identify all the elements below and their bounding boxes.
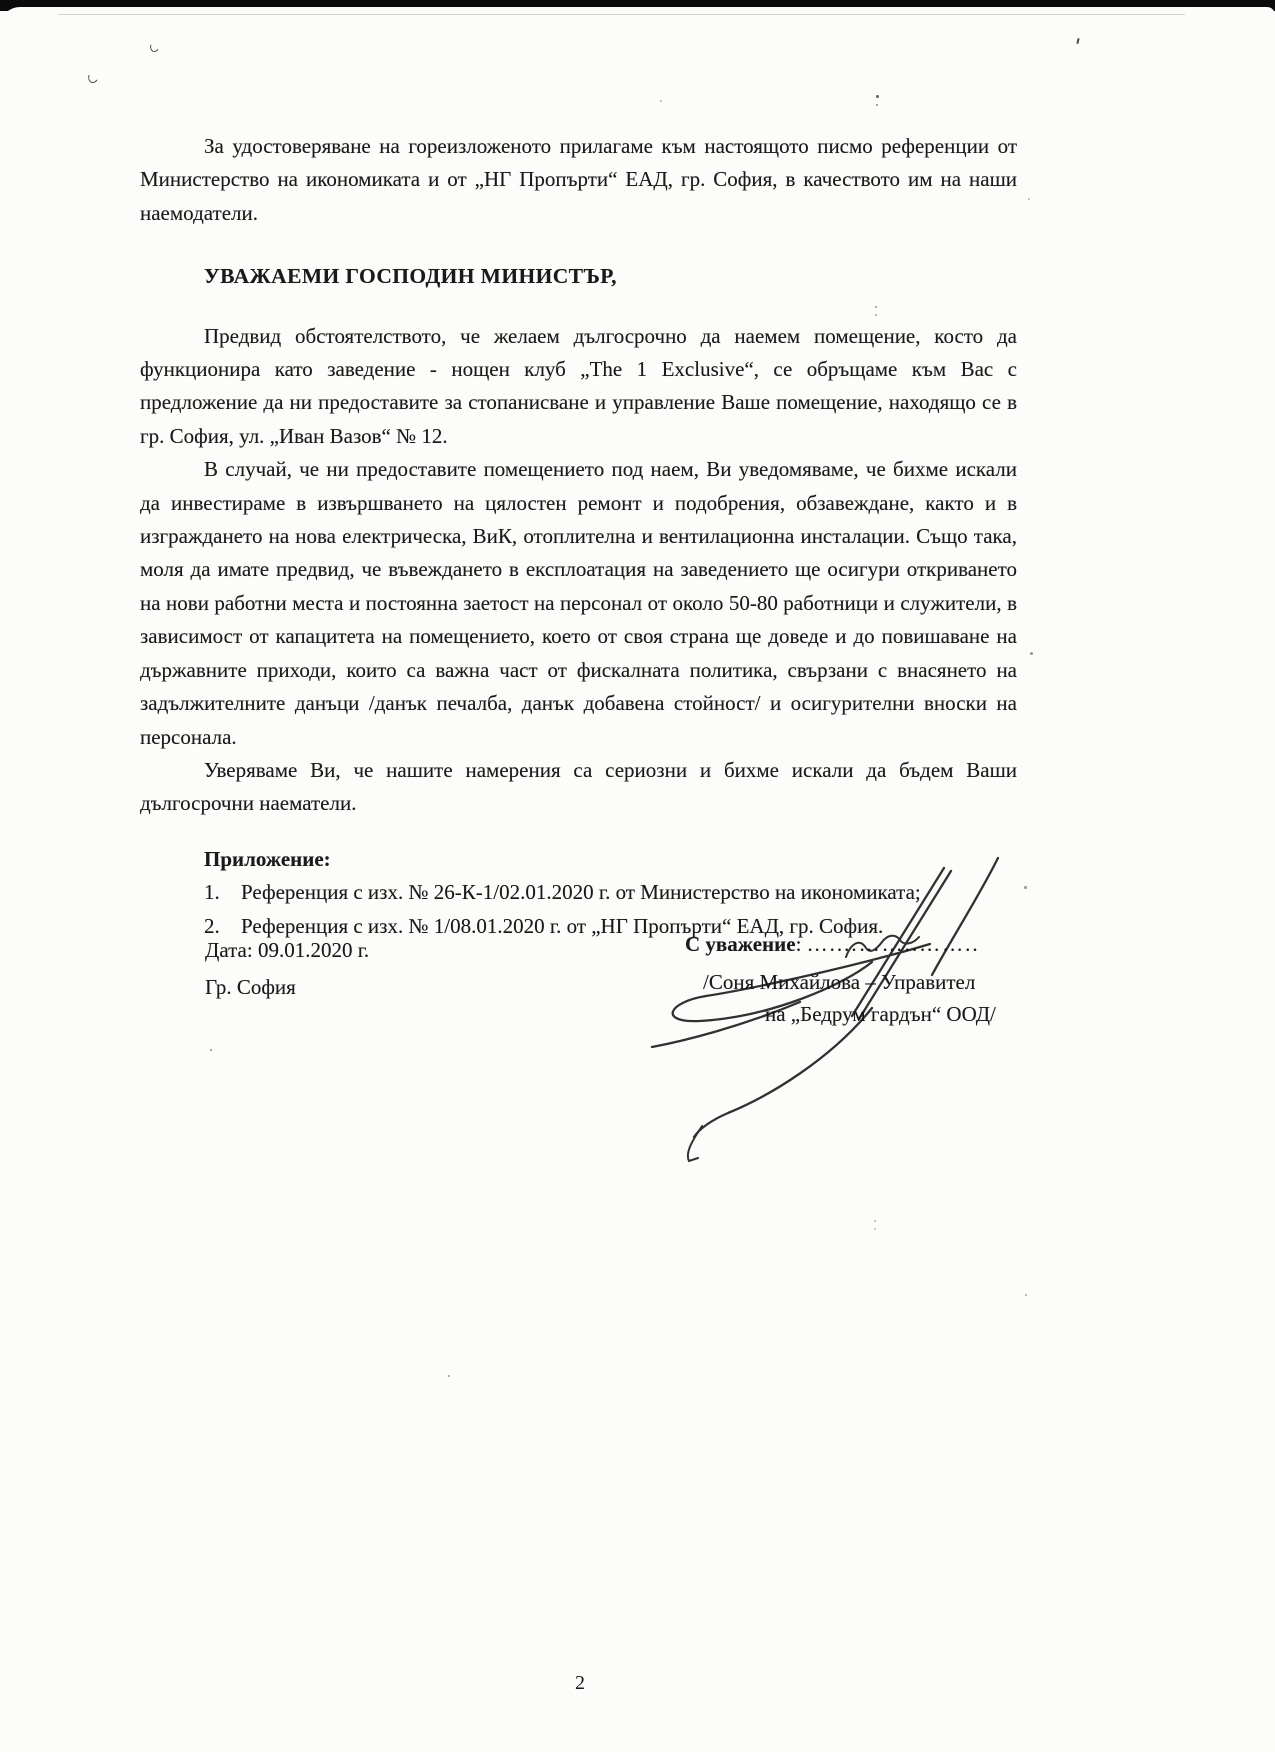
scan-speck (660, 100, 662, 102)
signer-company-line: на „Бедрум гардън“ ООД/ (765, 1002, 996, 1026)
scan-speck (1025, 1294, 1027, 1296)
scan-speck (874, 1228, 876, 1230)
request-paragraph: Предвид обстоятелството, че желаем дългосрочно да наемем помещение, косто да функционира като заведение - нощен клуб „The 1 Exclusive“, се обръщаме към Вас с предложение да ни предоставите за стопанисване и управление Ваше помещение, находящо се в гр. София, ул. „Иван Вазов“ № 12. (140, 323, 1017, 448)
attachment-number: 1. (204, 880, 220, 905)
assurance-paragraph: Уверяваме Ви, че нашите намерения са сериозни и бихме искали да бъдем Ваши дългосрочни наематели. (140, 757, 1017, 816)
attachments-heading: Приложение: (204, 846, 331, 871)
scan-speck (210, 1049, 212, 1051)
signer-name-line: /Соня Михайлова – Управител (703, 970, 976, 994)
letter-body (140, 130, 1017, 943)
salutation-heading: УВАЖАЕМИ ГОСПОДИН МИНИСТЪР, (204, 264, 617, 289)
scan-speck (875, 306, 877, 308)
scan-speck (87, 71, 100, 85)
signature-dotted-line: …....……..…….. (806, 932, 980, 956)
scan-speck (1024, 886, 1027, 889)
scan-hairline-artifact (58, 14, 1185, 15)
scan-speck (874, 1220, 876, 1222)
attachment-item (140, 876, 1017, 909)
page-corner-curve (0, 7, 1275, 47)
closing-label: С уважение (685, 932, 796, 956)
scan-speck (876, 104, 878, 106)
scan-speck (1028, 198, 1030, 200)
attachment-number: 2. (204, 913, 220, 938)
scan-speck (875, 314, 877, 316)
city-line: Гр. София (205, 975, 296, 999)
scan-speck (448, 1375, 450, 1377)
attachment-text: Референция с изх. № 1/08.01.2020 г. от „НГ Пропърти“ ЕАД, гр. София. (241, 913, 884, 938)
scan-speck (876, 95, 879, 98)
closing-colon: : (795, 932, 807, 956)
closing-block (685, 932, 996, 1026)
scan-speck (1030, 652, 1033, 655)
investment-paragraph: В случай, че ни предоставите помещението под наем, Ви уведомяваме, че бихме искали да инвестираме в извършването на цялостен ремонт и подобрения, обзавеждане, както и в изграждането на нова електрическа, ВиК, отоплителна и вентилационна инсталации. Също така, моля да имате предвид, че въвеждането в експлоатация на заведението ще осигури откриването на нови работни места и постоянна заетост на персонал от около 50-80 работници и служители, в зависимост от капацитета на помещението, което от своя страна ще доведе и до повишаване на държавните приходи, които са важна част от фискалната политика, свързани с внасянето на задължителните данъци /данък печалба, данък добавена стойност/ и осигурителни вноски на персонала. (140, 457, 1017, 749)
intro-paragraph: За удостоверяване на гореизложеното прилагаме към настоящото писмо референции от Министерство на икономиката и от „НГ Пропърти“ ЕАД, гр. София, в качеството им на наши наемодатели. (140, 134, 1017, 225)
page-number: 2 (575, 1672, 585, 1694)
date-block (205, 932, 369, 1006)
attachment-text: Референция с изх. № 26-К-1/02.01.2020 г. от Министерство на икономиката; (241, 880, 921, 905)
date-line: Дата: 09.01.2020 г. (205, 938, 370, 962)
